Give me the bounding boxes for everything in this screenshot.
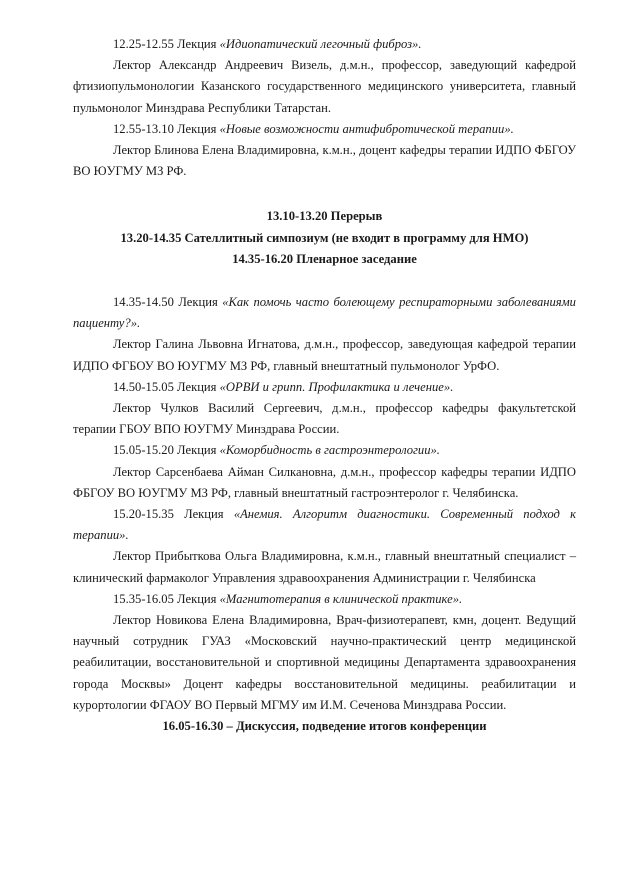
lecture-kind: Лекция (184, 507, 224, 522)
lecture-entry (73, 119, 576, 140)
lecture-entry (73, 377, 576, 398)
lecture-time: 15.35-16.05 (113, 591, 174, 606)
lecture-time: 14.50-15.05 (113, 379, 174, 394)
lecturer-info: Лектор Прибыткова Ольга Владимировна, к.м.н., главный внештатный специалист – клинический фармаколог Управления здравоохранения Администрации г. Челябинска (73, 549, 576, 585)
lecture-entry (73, 504, 576, 546)
lecturer-info: Лектор Новикова Елена Владимировна, Врач-физиотерапевт, кмн, доцент. Ведущий научный сотрудник ГУАЗ «Московский научно-практический центр медицинской реабилитации, восстановительной и спортивной медицины Департамента здравоохранения города Москвы» Доцент кафедры восстановительной медицины. реабилитации и курортологии ФГАОУ ВО Первый МГМУ им И.М. Сеченова Минздрава России. (73, 613, 576, 712)
lecture-kind: Лекция (177, 443, 217, 458)
lecture-kind: Лекция (177, 37, 217, 51)
lecture-entry (73, 589, 576, 610)
lecture-kind: Лекция (178, 295, 218, 310)
satellite-heading: 13.20-14.35 Сателлитный симпозиум (не входит в программу для НМО) (120, 230, 529, 245)
document-page (73, 34, 576, 737)
lecturer-info: Лектор Чулков Василий Сергеевич, д.м.н., профессор кафедры факультетской терапии ГБОУ ВПО ЮУГМУ Минздрава России. (73, 401, 576, 437)
lecture-title: «Анемия. Алгоритм диагностики. Современный подход к терапии». (73, 507, 576, 543)
lecture-title: «Как помочь часто болеющему респираторными заболеваниями пациенту?». (73, 295, 576, 331)
lecture-kind: Лекция (177, 121, 217, 136)
lecture-entry (73, 440, 576, 461)
lecture-kind: Лекция (177, 591, 217, 606)
lecturer-info: Лектор Александр Андреевич Визель, д.м.н., профессор, заведующий кафедрой фтизиопульмонологии Казанского государственного медицинского университета, главный пульмонолог Минздрава Республики Татарстан. (73, 58, 576, 115)
lecture-time: 15.20-15.35 (113, 507, 174, 522)
lecture-entry (73, 34, 576, 55)
lecture-title: «Магнитотерапия в клинической практике». (219, 591, 463, 606)
lecture-kind: Лекция (177, 379, 217, 394)
lecture-title: «Идиопатический легочный фиброз». (219, 37, 422, 51)
lecture-title: «Новые возможности антифибротической терапии». (219, 121, 514, 136)
lecturer-info: Лектор Галина Львовна Игнатова, д.м.н., профессор, заведующая кафедрой терапии ИДПО ФГБОУ ВО ЮУГМУ МЗ РФ, главный внештатный пульмонолог УрФО. (73, 337, 576, 373)
lecturer-info: Лектор Сарсенбаева Айман Силкановна, д.м.н., профессор кафедры терапии ИДПО ФБГОУ ВО ЮУГМУ МЗ РФ, главный внештатный гастроэнтеролог г. Челябинска. (73, 464, 576, 500)
closing-heading: 16.05-16.30 – Дискуссия, подведение итогов конференции (162, 719, 487, 734)
lecture-title: «Коморбидность в гастроэнтерологии». (219, 443, 440, 458)
plenary-heading: 14.35-16.20 Пленарное заседание (232, 251, 417, 266)
lecture-time: 15.05-15.20 (113, 443, 174, 458)
lecture-title: «ОРВИ и грипп. Профилактика и лечение». (219, 379, 454, 394)
lecture-entry (73, 292, 576, 334)
lecturer-info: Лектор Блинова Елена Владимировна, к.м.н., доцент кафедры терапии ИДПО ФБГОУ ВО ЮУГМУ МЗ РФ. (73, 143, 576, 179)
lecture-time: 14.35-14.50 (113, 295, 174, 310)
break-heading: 13.10-13.20 Перерыв (266, 209, 383, 224)
lecture-time: 12.55-13.10 (113, 121, 174, 136)
lecture-time: 12.25-12.55 (113, 37, 174, 51)
